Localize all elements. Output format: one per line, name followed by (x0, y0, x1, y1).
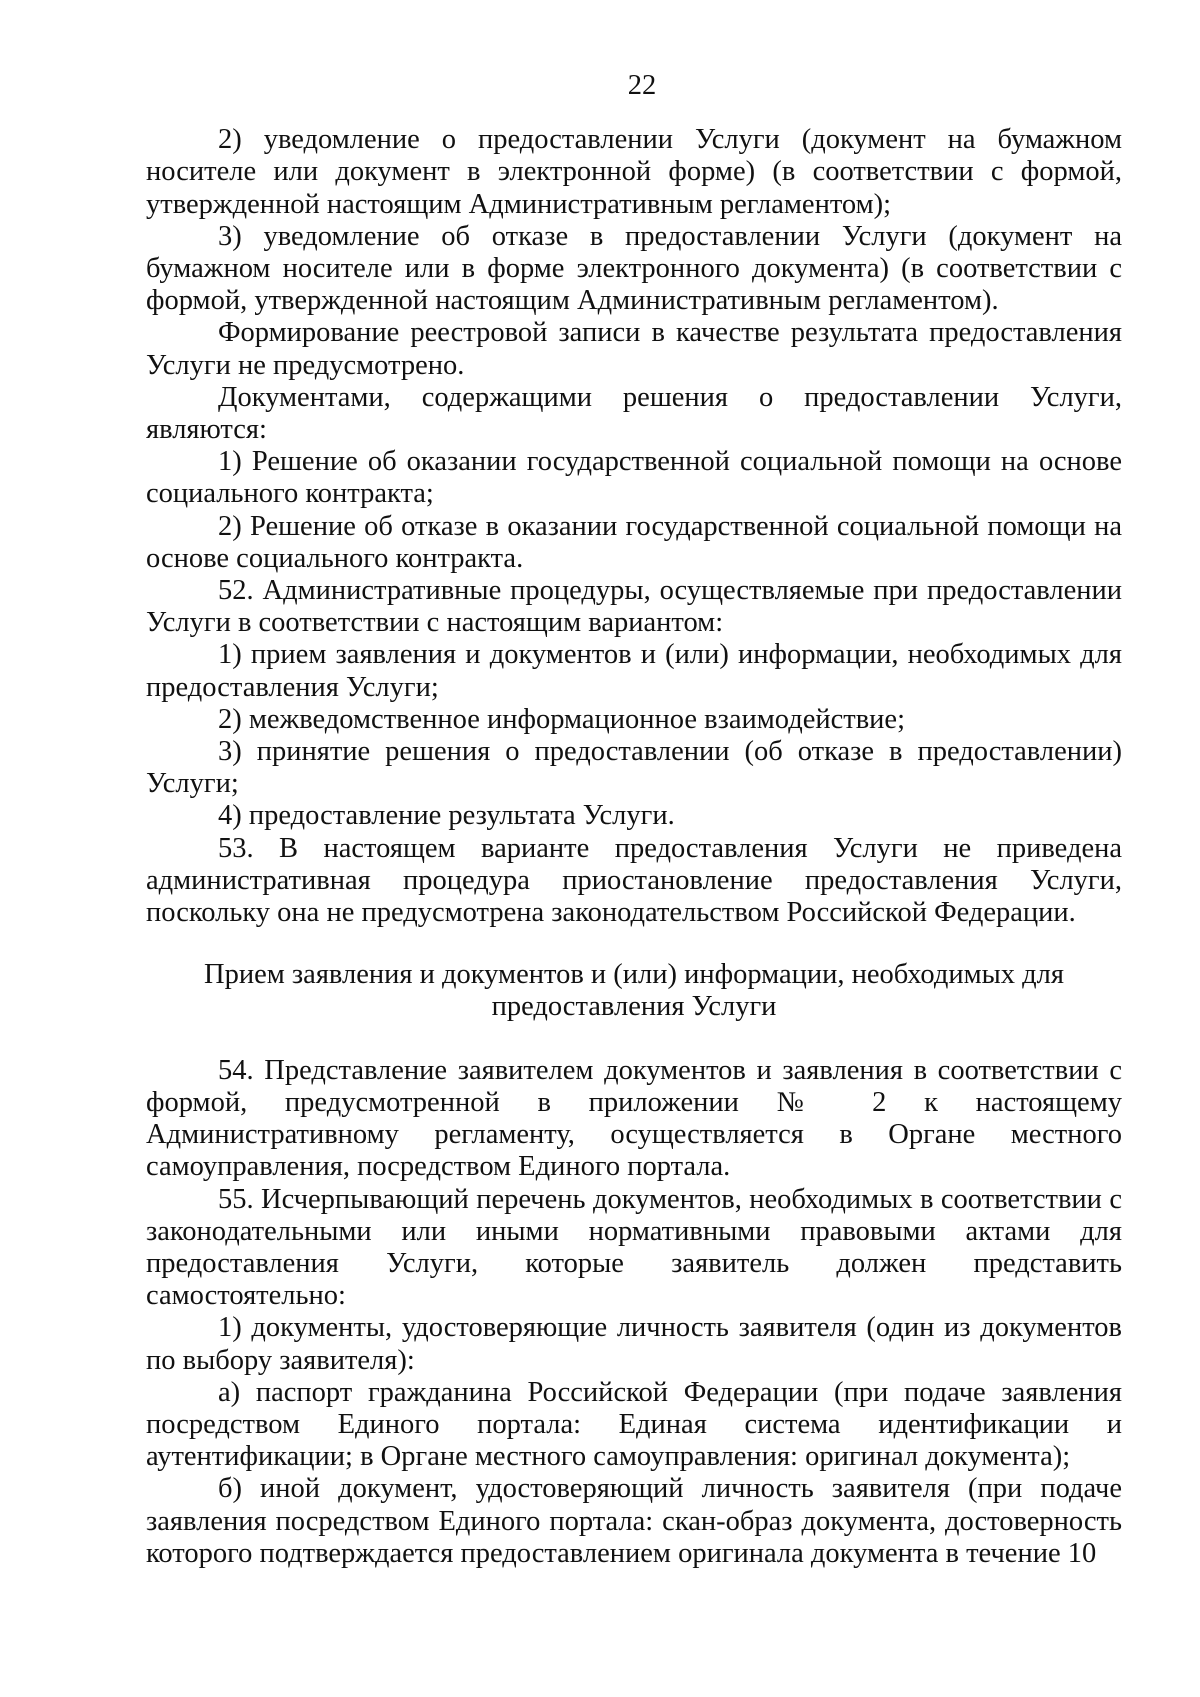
paragraph: 1) Решение об оказании государственной социальной помощи на основе социального контракта; (146, 446, 1122, 510)
paragraph: а) паспорт гражданина Российской Федерации (при подаче заявления посредством Единого портала: Единая система идентификации и аутентификации; в Органе местного самоуправления: оригинал документа); (146, 1376, 1122, 1473)
paragraph: 3) уведомление об отказе в предоставлении Услуги (документ на бумажном носителе или в форме электронного документа) (в соответствии с формой, утвержденной настоящим Административным регламентом). (146, 220, 1122, 317)
page-number: 22 (627, 70, 657, 101)
paragraph: 2) уведомление о предоставлении Услуги (документ на бумажном носителе или документ в электронной форме) (в соответствии с формой, утвержденной настоящим Административным регламентом); (146, 124, 1122, 220)
paragraph: 2) межведомственное информационное взаимодействие; (218, 703, 905, 735)
paragraph: 55. Исчерпывающий перечень документов, необходимых в соответствии с законодательными или иными нормативными правовыми актами для предоставления Услуги, которые заявитель должен представить самостоятельно: (146, 1183, 1122, 1312)
paragraph: Документами, содержащими решения о предоставлении Услуги, являются: (146, 381, 1122, 446)
paragraph: Формирование реестровой записи в качестве результата предоставления Услуги не предусмотрено. (146, 317, 1122, 381)
paragraph: 54. Представление заявителем документов и заявления в соответствии с формой, предусмотренной в приложении № 2 к настоящему Административному регламенту, осуществляется в Органе местного самоуправления, посредством Единого портала. (146, 1054, 1122, 1183)
paragraph: б) иной документ, удостоверяющий личность заявителя (при подаче заявления посредством Единого портала: скан-образ документа, достоверность которого подтверждается предоставлением оригинала документа в течение 10 (146, 1473, 1122, 1569)
paragraph: 1) прием заявления и документов и (или) информации, необходимых для предоставления Услуги; (146, 639, 1122, 703)
paragraph: 53. В настоящем варианте предоставления Услуги не приведена административная процедура приостановление предоставления Услуги, поскольку она не предусмотрена законодательством Российской Федерации. (146, 832, 1122, 929)
paragraph: 3) принятие решения о предоставлении (об отказе в предоставлении) Услуги; (146, 736, 1122, 800)
paragraph: 4) предоставление результата Услуги. (218, 800, 675, 832)
document-page (146, 70, 1122, 1570)
paragraph: 1) документы, удостоверяющие личность заявителя (один из документов по выбору заявителя): (146, 1312, 1122, 1376)
paragraph: 52. Административные процедуры, осуществляемые при предоставлении Услуги в соответствии с настоящим вариантом: (146, 575, 1122, 639)
paragraph: 2) Решение об отказе в оказании государственной социальной помощи на основе социального контракта. (146, 510, 1122, 574)
section-heading: Прием заявления и документов и (или) информации, необходимых для предоставления Услуги (204, 959, 1064, 1023)
